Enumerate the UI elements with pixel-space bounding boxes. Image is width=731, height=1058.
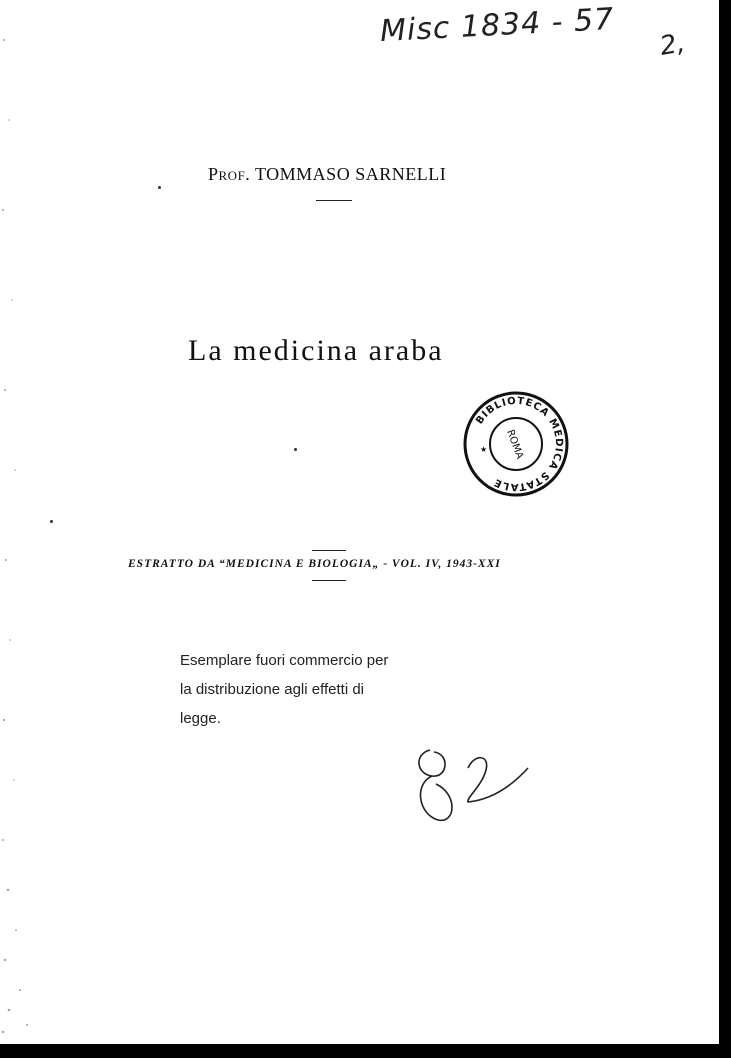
speck (50, 520, 53, 523)
author-prefix: Prof. (208, 164, 251, 184)
page-title: La medicina araba (188, 334, 444, 367)
speck (158, 186, 161, 189)
scan-edge-bottom (0, 1044, 731, 1058)
stamp-center-text: ROMA (504, 428, 525, 461)
stamp-outer-text: BIBLIOTECA MEDICA STATALE (474, 395, 565, 493)
extract-line: ESTRATTO DA “MEDICINA E BIOLOGIA„ - VOL. IV, 1943-XXI (128, 558, 501, 570)
speck (294, 448, 297, 451)
author-line (208, 164, 446, 185)
scan-edge-right (719, 0, 731, 1058)
extract-rule-top (312, 550, 346, 551)
stamped-note (180, 646, 388, 733)
handwritten-catalog-number: Misc 1834 - 57 (379, 1, 616, 50)
extract-rule-bottom (312, 580, 346, 581)
svg-text:★: ★ (480, 445, 488, 454)
handwritten-mark (408, 740, 548, 840)
handwritten-corner-note: 2, (657, 28, 688, 62)
scan-noise-left (0, 0, 40, 1044)
note-line: legge. (180, 710, 221, 727)
note-line: Esemplare fuori commercio per (180, 652, 389, 669)
note-line: la distribuzione agli effetti di (180, 681, 364, 698)
library-stamp (462, 390, 570, 498)
author-name: TOMMASO SARNELLI (255, 164, 447, 184)
author-rule (316, 200, 352, 201)
